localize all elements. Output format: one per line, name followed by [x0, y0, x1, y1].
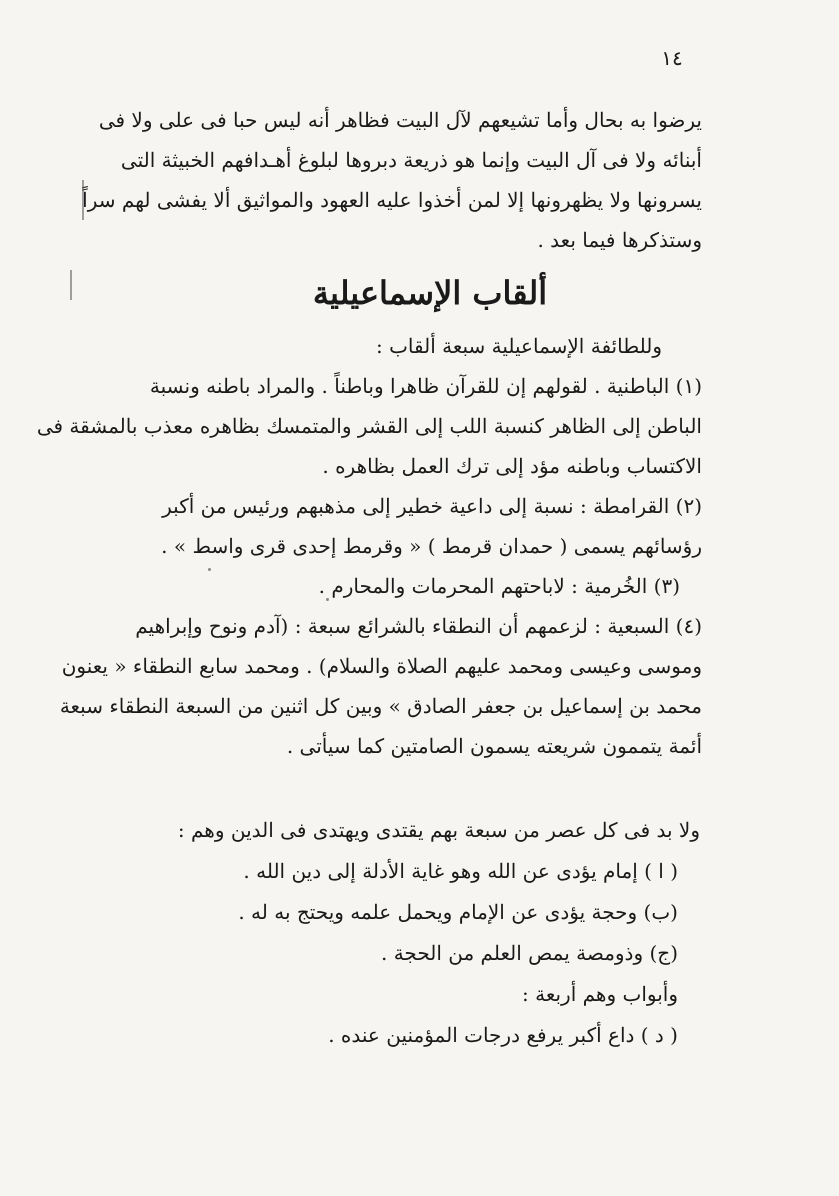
- text-line: رؤسائهم يسمى ( حمدان قرمط ) « وقرمط إحدى قرى واسط » .: [161, 534, 702, 558]
- list-item: (ب) وحجة يؤدى عن الإمام ويحمل علمه ويحتج به له .: [238, 900, 678, 924]
- list-item: ( ا ) إمام يؤدى عن الله وهو غاية الأدلة إلى دين الله .: [243, 859, 678, 883]
- page-number: ١٤: [661, 46, 683, 70]
- intro-paragraph: [82, 100, 702, 260]
- text-line: وموسى وعيسى ومحمد عليهم الصلاة والسلام) . ومحمد سابع النطقاء « يعنون: [61, 654, 702, 678]
- section-body: [36, 326, 702, 766]
- text-line: ولا بد فى كل عصر من سبعة بهم يقتدى ويهتدى فى الدين وهم :: [177, 818, 700, 842]
- text-line: أئمة يتممون شريعته يسمون الصامتين كما سيأتى .: [286, 734, 702, 758]
- text-line: محمد بن إسماعيل بن جعفر الصادق » وبين كل اثنين من السبعة النطقاء سبعة: [59, 694, 702, 718]
- scan-artifact: [70, 270, 86, 300]
- text-line: أبنائه ولا فى آل البيت وإنما هو ذريعة دبروها لبلوغ أهـدافهم الخبيثة التى: [120, 148, 702, 172]
- section-heading: ألقاب الإسماعيلية: [312, 274, 548, 312]
- text-line: الباطن إلى الظاهر كنسبة اللب إلى القشر والمتمسك بظاهره معذب بالمشقة فى: [36, 414, 702, 438]
- text-line: وللطائفة الإسماعيلية سبعة ألقاب :: [375, 334, 662, 358]
- text-line: وستذكرها فيما بعد .: [537, 228, 702, 252]
- text-line: يسرونها ولا يظهرونها إلا لمن أخذوا عليه العهود والمواثيق ألا يفشى لهم سراً: [82, 188, 702, 212]
- text-line: الاكتساب وباطنه مؤد إلى ترك العمل بظاهره .: [322, 454, 702, 478]
- scan-artifact: [82, 180, 98, 220]
- scan-speck: [326, 598, 329, 601]
- text-line: (١) الباطنية . لقولهم إن للقرآن ظاهرا وباطناً . والمراد باطنه ونسبة: [149, 374, 702, 398]
- text-line: (٤) السبعية : لزعمهم أن النطقاء بالشرائع سبعة : (آدم ونوح وإبراهيم: [135, 614, 702, 638]
- text-line: يرضوا به بحال وأما تشيعهم لآل البيت فظاهر أنه ليس حبا فى على ولا فى: [98, 108, 702, 132]
- list-item: (ج) وذومصة يمص العلم من الحجة .: [380, 941, 678, 965]
- text-line: (٢) القرامطة : نسبة إلى داعية خطير إلى مذهبهم ورئيس من أكبر: [162, 494, 702, 518]
- ranks-list: [177, 810, 700, 1056]
- list-item: ( د ) داع أكبر يرفع درجات المؤمنين عنده .: [328, 1023, 678, 1047]
- text-line: (٣) الخُرمية : لاباحتهم المحرمات والمحارم .: [318, 574, 680, 598]
- scan-speck: [208, 568, 211, 571]
- text-line: وأبواب وهم أربعة :: [522, 982, 678, 1006]
